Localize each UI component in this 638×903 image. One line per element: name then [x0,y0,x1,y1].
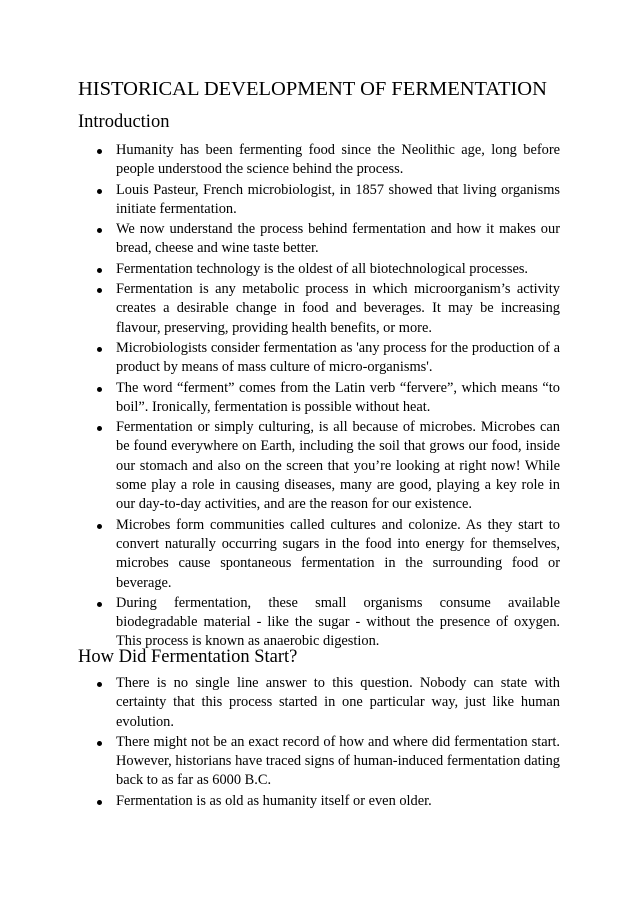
list-item [94,418,560,514]
list-item-text: There might not be an exact record of how and where did fermentation start. However, historians have traced signs of human-induced fermentation dating back to as far as 6000 B.C. [116,733,560,789]
bullet-icon [97,387,102,392]
section-heading-history: How Did Fermentation Start? [78,647,298,667]
document-title: HISTORICAL DEVELOPMENT OF FERMENTATION [78,78,547,100]
list-item-text: Fermentation is any metabolic process in which microorganism’s activity creates a desirable change in food and beverages. It may be increasing flavour, preserving, providing health benefits, or more. [116,281,560,336]
list-item [94,260,560,279]
list-item [94,280,560,338]
list-item [94,141,560,180]
bullet-icon [97,149,102,154]
introduction-bullet-list [94,141,560,653]
list-item-text: We now understand the process behind fermentation and how it makes our bread, cheese and wine taste better. [116,221,560,257]
bullet-icon [97,268,102,273]
list-item-text: Louis Pasteur, French microbiologist, in 1857 showed that living organisms initiate fermentation. [116,181,560,217]
bullet-icon [97,288,102,293]
list-item [94,674,560,732]
list-item-text: Fermentation technology is the oldest of all biotechnological processes. [116,260,529,277]
list-item-text: Fermentation is as old as humanity itself or even older. [116,792,432,809]
bullet-icon [97,741,102,746]
list-item [94,792,560,811]
list-item-text: During fermentation, these small organisms consume available biodegradable material - like the sugar - without the presence of oxygen. This process is known as anaerobic digestion. [116,594,560,650]
list-item [94,339,560,378]
bullet-icon [97,602,102,607]
bullet-icon [97,800,102,805]
list-item [94,516,560,593]
section-heading-introduction: Introduction [78,112,170,132]
list-item [94,594,560,652]
bullet-icon [97,682,102,687]
list-item-text: Microbiologists consider fermentation as 'any process for the production of a product by means of mass culture of micro-organisms'. [116,339,560,376]
bullet-icon [97,228,102,233]
bullet-icon [97,189,102,194]
list-item-text: There is no single line answer to this question. Nobody can state with certainty that this process started in one particular way, just like human evolution. [116,675,560,730]
history-bullet-list [94,674,560,812]
list-item-text: Humanity has been fermenting food since the Neolithic age, long before people understood the science behind the process. [116,142,560,178]
list-item-text: Microbes form communities called cultures and colonize. As they start to convert naturally occurring sugars in the food into energy for themselves, microbes cause spontaneous fermentation in the surrounding food or beverage. [116,516,560,591]
list-item-text: The word “ferment” comes from the Latin verb “fervere”, which means “to boil”. Ironically, fermentation is possible without heat. [116,379,560,415]
bullet-icon [97,524,102,529]
list-item [94,733,560,791]
bullet-icon [97,347,102,352]
list-item [94,379,560,418]
list-item [94,181,560,220]
list-item-text: Fermentation or simply culturing, is all because of microbes. Microbes can be found everywhere on Earth, including the soil that grows our food, inside our stomach and also on the screen that you’re looking at right now! While some play a role in causing diseases, many are good, playing a key role in our day-to-day activities, and are the reason for our existence. [116,419,560,513]
bullet-icon [97,426,102,431]
list-item [94,220,560,259]
